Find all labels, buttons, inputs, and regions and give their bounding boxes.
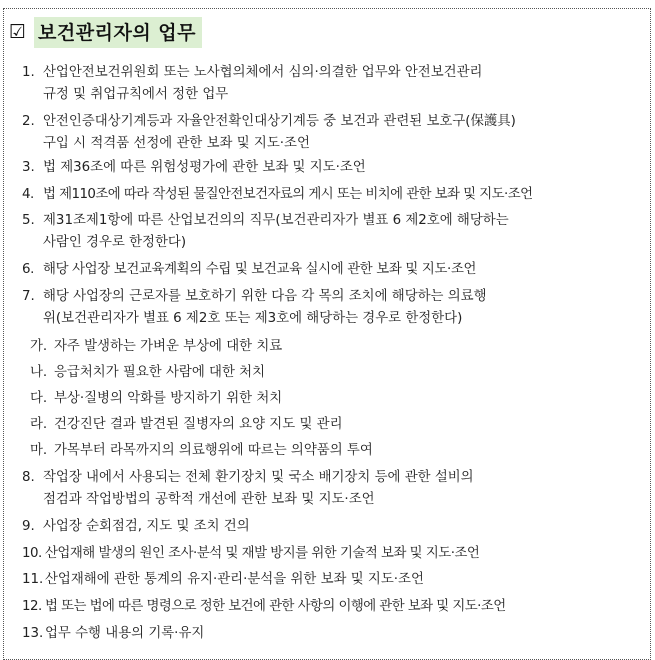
item-text: 산업안전보건위원회 또는 노사협의체에서 심의·의결한 업무와 안전보건관리 규정 및 취업규칙에서 정한 업무 [43, 65, 483, 102]
list-item [22, 157, 627, 179]
item-text: 업무 수행 내용의 기록·유지 [45, 626, 205, 641]
item-text: 법 제110조에 따라 작성된 물질안전보건자료의 게시 또는 비치에 관한 보좌 및 지도·조언 [43, 187, 533, 202]
list-item [22, 210, 627, 254]
checkbox-icon: ☑ [9, 20, 27, 43]
item-number: 6. [22, 262, 35, 277]
sub-item-marker: 다. [30, 391, 48, 406]
item-number: 3. [22, 160, 35, 175]
list-item [22, 62, 627, 106]
sub-list-item [30, 336, 620, 358]
item-number: 8. [22, 470, 35, 485]
item-number: 12. [22, 599, 42, 614]
item-text: 산업재해 발생의 원인 조사·분석 및 재발 방지를 위한 기술적 보좌 및 지도·조언 [45, 546, 480, 561]
item-number: 10. [22, 546, 42, 561]
item-text: 산업재해에 관한 통계의 유지·관리·분석을 위한 보좌 및 지도·조언 [45, 572, 424, 587]
item-text: 해당 사업장 보건교육계획의 수립 및 보건교육 실시에 관한 보좌 및 지도·조언 [43, 262, 477, 277]
item-text: 법 또는 법에 따른 명령으로 정한 보건에 관한 사항의 이행에 관한 보좌 및 지도·조언 [45, 599, 506, 614]
sub-item-marker: 나. [30, 365, 48, 380]
sub-list-item [30, 414, 620, 436]
item-number: 11. [22, 572, 44, 587]
sub-item-marker: 라. [30, 417, 48, 432]
list-item [22, 111, 627, 155]
item-text: 법 제36조에 따른 위험성평가에 관한 보좌 및 지도·조언 [43, 160, 366, 175]
list-item [22, 569, 627, 591]
list-item [22, 516, 627, 538]
list-item [22, 596, 627, 618]
item-number: 13. [22, 626, 44, 641]
sub-item-text: 가목부터 라목까지의 의료행위에 따르는 의약품의 투여 [54, 443, 373, 458]
item-text: 해당 사업장의 근로자를 보호하기 위한 다음 각 목의 조치에 해당하는 의료행 위(보건관리자가 별표 6 제2호 또는 제3호에 해당하는 경우로 한정한다) [43, 289, 487, 326]
sub-item-text: 부상·질병의 악화를 방지하기 위한 처치 [54, 391, 283, 406]
item-text: 안전인증대상기계등과 자율안전확인대상기계등 중 보건과 관련된 보호구(保護具) 구입 시 적격품 선정에 관한 보좌 및 지도·조언 [43, 114, 516, 151]
list-item [22, 184, 627, 206]
item-number: 9. [22, 519, 35, 534]
item-number: 5. [22, 213, 35, 228]
item-text: 제31조제1항에 따른 산업보건의의 직무(보건관리자가 별표 6 제2호에 해당하는 사람인 경우로 한정한다) [43, 213, 509, 250]
item-text: 사업장 순회점검, 지도 및 조치 건의 [43, 519, 250, 534]
title-row [9, 18, 202, 46]
list-item [22, 467, 627, 511]
sub-item-marker: 마. [30, 443, 48, 458]
sub-item-text: 자주 발생하는 가벼운 부상에 대한 치료 [54, 339, 283, 354]
sub-item-text: 건강진단 결과 발견된 질병자의 요양 지도 및 관리 [54, 417, 343, 432]
sub-list-item [30, 440, 620, 462]
sub-item-marker: 가. [30, 339, 48, 354]
list-item [22, 543, 627, 565]
item-number: 1. [22, 65, 35, 80]
list-item [22, 623, 627, 645]
sub-list-item [30, 362, 620, 384]
list-item [22, 286, 627, 330]
item-number: 4. [22, 187, 34, 202]
sub-item-text: 응급처치가 필요한 사람에 대한 처치 [54, 365, 266, 380]
item-number: 2. [22, 114, 35, 129]
item-text: 작업장 내에서 사용되는 전체 환기장치 및 국소 배기장치 등에 관한 설비의 점검과 작업방법의 공학적 개선에 관한 보좌 및 지도·조언 [43, 470, 474, 507]
list-item [22, 259, 627, 281]
page-title: 보건관리자의 업무 [34, 17, 202, 48]
item-number: 7. [22, 289, 35, 304]
sub-list-item [30, 388, 620, 410]
